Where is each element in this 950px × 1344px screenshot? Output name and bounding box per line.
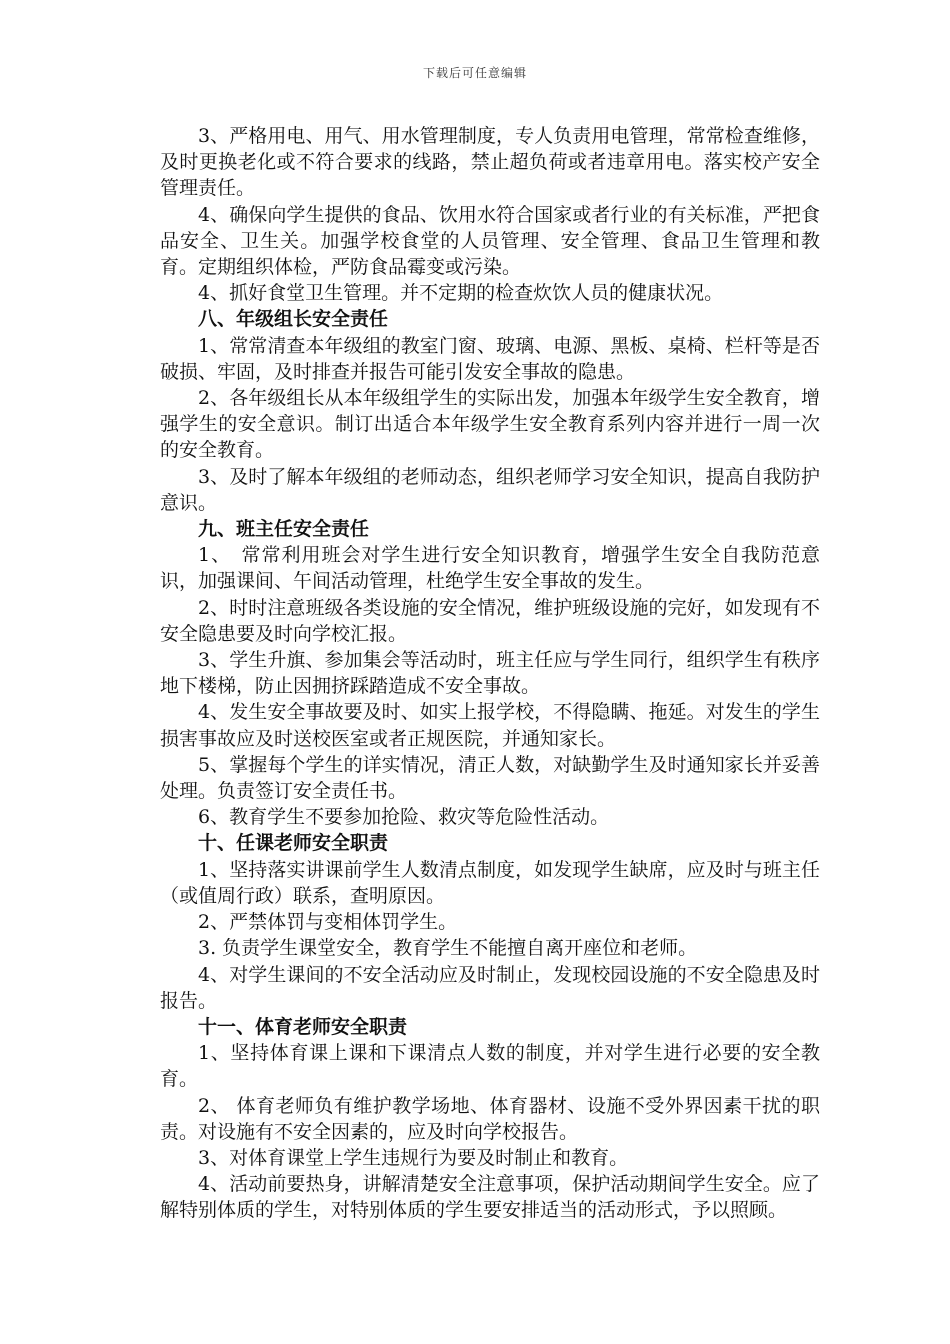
paragraph-class-1: 1、 常常利用班会对学生进行安全知识教育，增强学生安全自我防范意识，加强课间、午间活动管理，杜绝学生安全事故的发生。 <box>160 544 820 593</box>
paragraph-grade-3: 3、及时了解本年级组的老师动态，组织老师学习安全知识，提高自我防护意识。 <box>160 465 820 514</box>
paragraph-subject-4: 4、对学生课间的不安全活动应及时制止，发现校园设施的不安全隐患及时报告。 <box>160 963 820 1012</box>
section-heading-grade-leader: 八、年级组长安全责任 <box>198 308 389 331</box>
paragraph-class-4: 4、发生安全事故要及时、如实上报学校，不得隐瞒、拖延。对发生的学生损害事故应及时送校医室或者正规医院，并通知家长。 <box>160 701 820 750</box>
paragraph-pe-4: 4、活动前要热身，讲解清楚安全注意事项，保护活动期间学生安全。应了解特别体质的学生，对特别体质的学生要安排适当的活动形式，予以照顾。 <box>160 1173 820 1222</box>
section-heading-subject-teacher: 十、任课老师安全职责 <box>198 832 389 855</box>
paragraph-pe-2: 2、 体育老师负有维护教学场地、体育器材、设施不受外界因素干扰的职责。对设施有不安全因素的，应及时向学校报告。 <box>160 1094 820 1143</box>
paragraph-grade-1: 1、常常清查本年级组的教室门窗、玻璃、电源、黑板、桌椅、栏杆等是否破损、牢固，及时排查并报告可能引发安全事故的隐患。 <box>160 334 820 383</box>
paragraph-pe-1: 1、坚持体育课上课和下课清点人数的制度，并对学生进行必要的安全教育。 <box>160 1042 820 1091</box>
paragraph-subject-1: 1、坚持落实讲课前学生人数清点制度，如发现学生缺席，应及时与班主任（或值周行政）联系，查明原因。 <box>160 858 820 907</box>
paragraph-grade-2: 2、各年级组长从本年级组学生的实际出发，加强本年级学生安全教育，增强学生的安全意识。制订出适合本年级学生安全教育系列内容并进行一周一次的安全教育。 <box>160 387 820 462</box>
section-heading-pe-teacher: 十一、体育老师安全职责 <box>198 1015 408 1038</box>
paragraph-electricity: 3、严格用电、用气、用水管理制度，专人负责用电管理，常常检查维修，及时更换老化或不符合要求的线路，禁止超负荷或者违章用电。落实校产安全管理责任。 <box>160 125 820 200</box>
section-heading-class-teacher: 九、班主任安全责任 <box>198 518 370 541</box>
paragraph-subject-2: 2、严禁体罚与变相体罚学生。 <box>198 911 458 934</box>
paragraph-subject-3: 3. 负责学生课堂安全，教育学生不能擅自离开座位和老师。 <box>198 937 698 960</box>
paragraph-pe-3: 3、对体育课堂上学生违规行为要及时制止和教育。 <box>198 1146 629 1169</box>
document-body <box>160 123 820 1224</box>
paragraph-class-6: 6、教育学生不要参加抢险、救灾等危险性活动。 <box>198 806 610 829</box>
paragraph-class-2: 2、时时注意班级各类设施的安全情况，维护班级设施的完好，如发现有不安全隐患要及时向学校汇报。 <box>160 596 820 645</box>
paragraph-food-safety: 4、确保向学生提供的食品、饮用水符合国家或者行业的有关标准，严把食品安全、卫生关。加强学校食堂的人员管理、安全管理、食品卫生管理和教育。定期组织体检，严防食品霉变或污染。 <box>160 203 820 279</box>
page-header-note: 下载后可任意编辑 <box>422 66 527 80</box>
paragraph-canteen: 4、抓好食堂卫生管理。并不定期的检查炊饮人员的健康状况。 <box>198 282 724 305</box>
paragraph-class-5: 5、掌握每个学生的详实情况，清正人数，对缺勤学生及时通知家长并妥善处理。负责签订安全责任书。 <box>160 753 820 803</box>
paragraph-class-3: 3、学生升旗、参加集会等活动时，班主任应与学生同行，组织学生有秩序地下楼梯，防止因拥挤踩踏造成不安全事故。 <box>160 649 820 698</box>
